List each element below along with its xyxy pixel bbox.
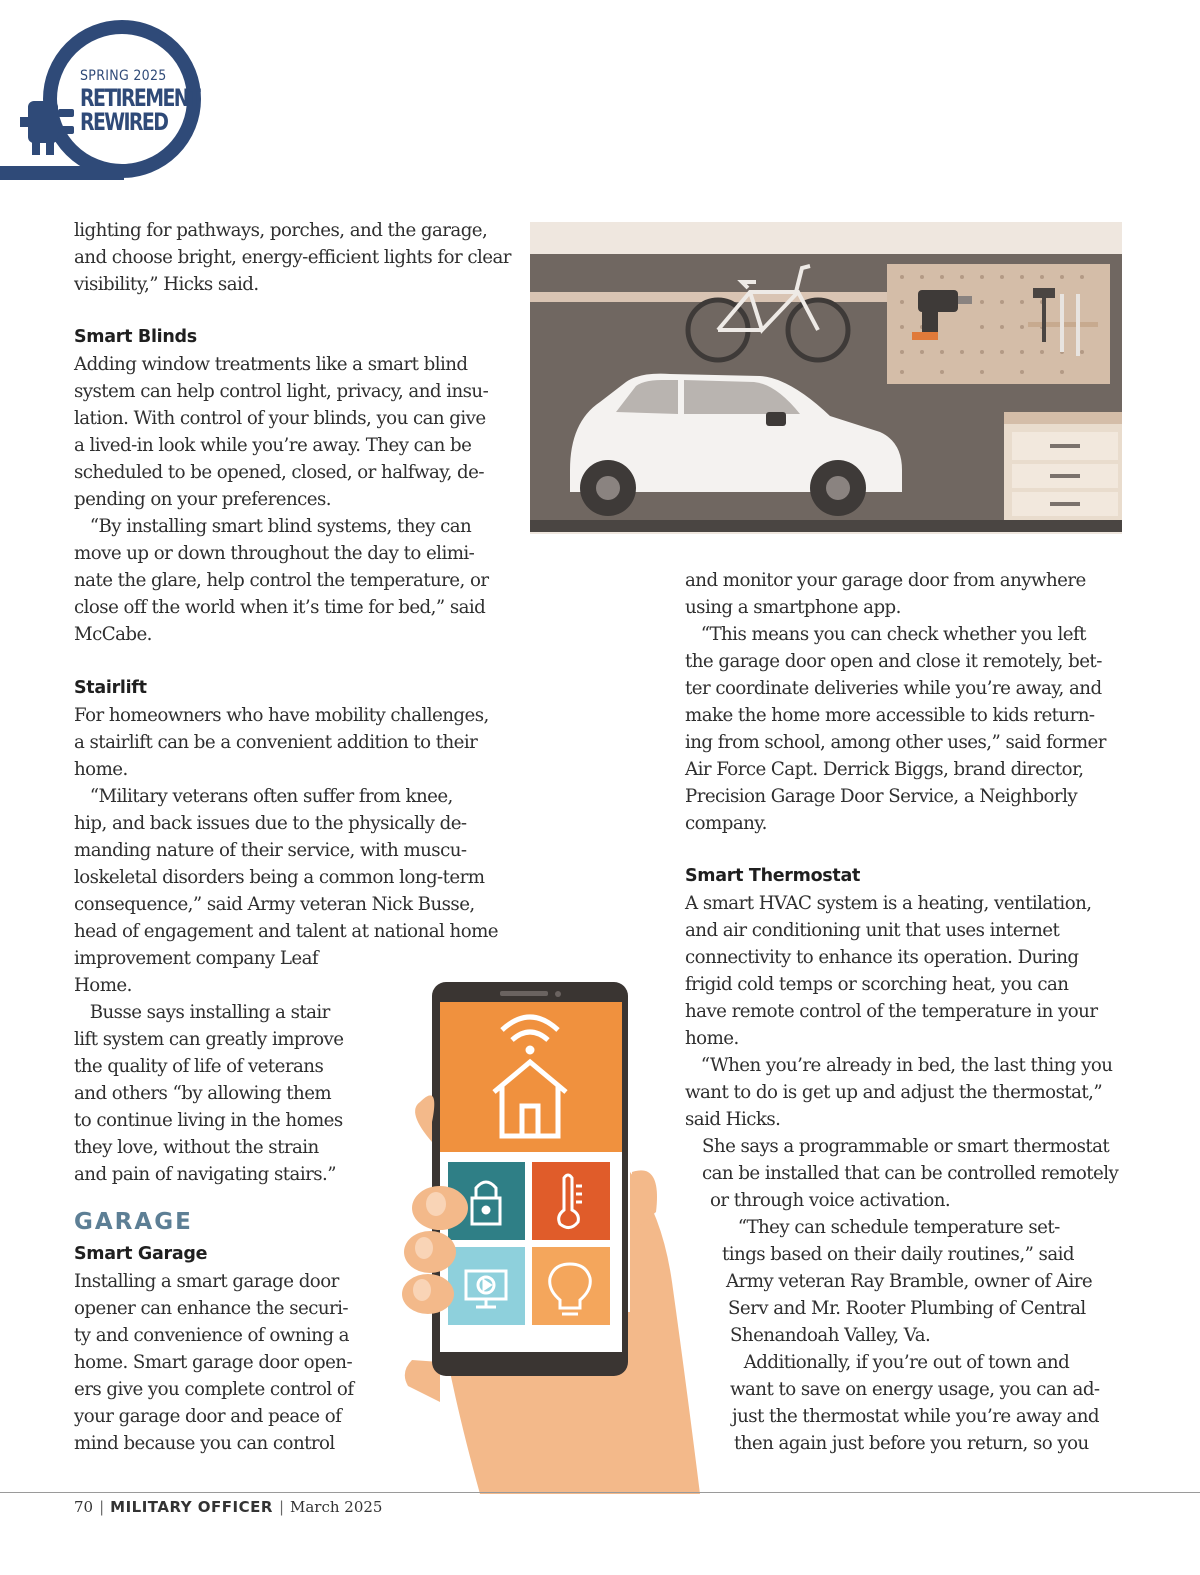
text-line: “They can schedule temperature set- [722,1217,1060,1238]
text-line: consequence,” said Army veteran Nick Busse, [74,894,475,915]
text-line: move up or down throughout the day to elimi- [74,543,475,564]
smartphone-illustration [400,982,700,1494]
issue-date: March 2025 [290,1498,383,1516]
text-line: She says a programmable or smart thermostat [702,1136,1110,1157]
footer: 70 | MILITARY OFFICER | March 2025 [74,1498,383,1516]
text-line: Installing a smart garage door [74,1271,339,1292]
text-line: can be installed that can be controlled remotely [702,1163,1119,1184]
text-line: lift system can greatly improve [74,1029,344,1050]
text-line: scheduled to be opened, closed, or halfway, de- [74,462,484,483]
text-line: then again just before you return, so you [734,1433,1089,1454]
text-line: and pain of navigating stairs.” [74,1164,336,1185]
text-line: said Hicks. [685,1109,781,1130]
plug-icon [20,95,80,165]
text-line: they love, without the strain [74,1137,319,1158]
heading-smart-blinds: Smart Blinds [74,327,197,347]
garage-illustration [530,222,1122,534]
text-line: and others “by allowing them [74,1083,332,1104]
text-line: manding nature of their service, with muscu- [74,840,467,861]
text-line: mind because you can control [74,1433,335,1454]
text-line: company. [685,813,767,834]
text-line: a lived-in look while you’re away. They can be [74,435,472,456]
heading-smart-garage: Smart Garage [74,1244,208,1264]
text-line: and monitor your garage door from anywhere [685,570,1086,591]
text-line: home. Smart garage door open- [74,1352,353,1373]
page-number: 70 [74,1498,94,1516]
text-line: nate the glare, help control the temperature, or [74,570,489,591]
text-line: pending on your preferences. [74,489,332,510]
text-line: home. [74,759,128,780]
text-line: “Military veterans often suffer from knee, [74,786,453,807]
text-line: Army veteran Ray Bramble, owner of Aire [726,1271,1093,1292]
text-line: Air Force Capt. Derrick Biggs, brand director, [685,759,1084,780]
text-line: Adding window treatments like a smart blind [74,354,468,375]
text-line: ter coordinate deliveries while you’re away, and [685,678,1102,699]
section-title-garage: GARAGE [74,1209,193,1235]
text-line: to continue living in the homes [74,1110,343,1131]
text-line: head of engagement and talent at national home [74,921,498,942]
text-line: close off the world when it’s time for bed,” said [74,597,486,618]
badge-line1: RETIREMENT [80,84,200,112]
text-line: Shenandoah Valley, Va. [730,1325,931,1346]
text-line: lation. With control of your blinds, you can give [74,408,486,429]
text-line: home. [685,1028,739,1049]
text-line: “By installing smart blind systems, they can [74,516,472,537]
text-line: “When you’re already in bed, the last thing you [685,1055,1113,1076]
retirement-rewired-badge [0,0,210,185]
text-line: and air conditioning unit that uses internet [685,920,1060,941]
text-line: “This means you can check whether you left [685,624,1086,645]
text-line: opener can enhance the securi- [74,1298,349,1319]
text-line: or through voice activation. [710,1190,951,1211]
text-line: McCabe. [74,624,152,645]
text-line: your garage door and peace of [74,1406,342,1427]
text-line: want to save on energy usage, you can ad- [730,1379,1100,1400]
text-line: hip, and back issues due to the physically de- [74,813,467,834]
text-line: connectivity to enhance its operation. During [685,947,1079,968]
heading-stairlift: Stairlift [74,678,147,698]
text-line: and choose bright, energy-efficient lights for clear [74,247,511,268]
text-line: A smart HVAC system is a heating, ventilation, [685,893,1092,914]
text-line: Precision Garage Door Service, a Neighborly [685,786,1078,807]
footer-rule [0,1492,1200,1493]
text-line: have remote control of the temperature in your [685,1001,1098,1022]
text-line: improvement company Leaf [74,948,319,969]
text-line: For homeowners who have mobility challenges, [74,705,489,726]
text-line: frigid cold temps or scorching heat, you can [685,974,1069,995]
text-line: loskeletal disorders being a common long-term [74,867,485,888]
text-line: Busse says installing a stair [74,1002,330,1023]
text-line: ing from school, among other uses,” said former [685,732,1106,753]
text-line: want to do is get up and adjust the thermostat,” [685,1082,1103,1103]
text-line: lighting for pathways, porches, and the garage, [74,220,488,241]
text-line: Serv and Mr. Rooter Plumbing of Central [728,1298,1086,1319]
text-line: Home. [74,975,132,996]
text-line: the quality of life of veterans [74,1056,324,1077]
text-line: just the thermostat while you’re away and [732,1406,1099,1427]
text-line: visibility,” Hicks said. [74,274,259,295]
text-line: the garage door open and close it remotely, bet- [685,651,1102,672]
badge-season: SPRING 2025 [80,68,167,84]
text-line: tings based on their daily routines,” said [722,1244,1074,1265]
text-line: a stairlift can be a convenient addition to their [74,732,478,753]
magazine-name: MILITARY OFFICER [110,1498,273,1516]
badge-line2: REWIRED [80,108,168,136]
text-line: Additionally, if you’re out of town and [728,1352,1070,1373]
heading-smart-thermostat: Smart Thermostat [685,866,861,886]
text-line: using a smartphone app. [685,597,901,618]
text-line: ty and convenience of owning a [74,1325,349,1346]
text-line: make the home more accessible to kids return- [685,705,1095,726]
text-line: ers give you complete control of [74,1379,354,1400]
text-line: system can help control light, privacy, and insu- [74,381,489,402]
